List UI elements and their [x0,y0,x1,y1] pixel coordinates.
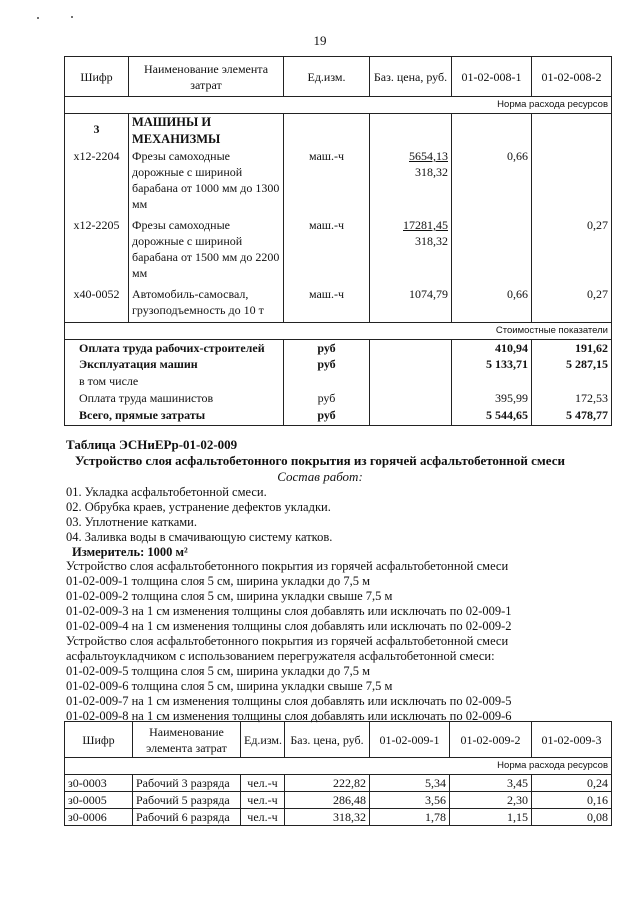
text-line: 01-02-009-4 на 1 см изменения толщины слоя добавлять или исключать по 02-009-2 [66,619,512,633]
header-name: Наименование элемента затрат [133,722,241,758]
table-row [65,775,612,792]
cost-name: Оплата труда машинистов [65,390,284,407]
section-number: 3 [65,114,129,149]
table-row [65,286,612,322]
row-code: х12-2204 [65,148,129,217]
works-label: Состав работ: [277,469,363,484]
table-header-row [65,722,612,758]
norm-label: Норма расхода ресурсов [65,758,612,775]
header-col-3: 01-02-009-3 [532,722,612,758]
row-unit: чел.-ч [241,809,285,826]
cost-unit: руб [284,356,370,373]
row-price-bottom: 318,32 [415,165,448,179]
header-col-2: 01-02-009-2 [450,722,532,758]
text-line: 01-02-009-7 на 1 см изменения толщины слоя добавлять или исключать по 02-009-5 [66,694,512,708]
cost-label: Стоимостные показатели [65,322,612,339]
row-price: 286,48 [285,792,370,809]
row-price: 1074,79 [370,286,452,322]
header-col-1: 01-02-009-1 [370,722,450,758]
section-title: Устройство слоя асфальтобетонного покрытия из горячей асфальтобетонной смеси [75,453,565,468]
section-row [65,114,612,149]
row-name: Фрезы самоходные дорожные с шириной барабана от 1000 мм до 1300 мм [129,148,284,217]
text-line: 01-02-009-2 толщина слоя 5 см, ширина укладки свыше 7,5 м [66,589,393,603]
table-id-heading: Таблица ЭСНиЕРр-01-02-009 [66,437,238,452]
text-line: 01-02-009-6 толщина слоя 5 см, ширина укладки свыше 7,5 м [66,679,393,693]
table-row [65,217,612,286]
row-price-bottom: 318,32 [415,234,448,248]
norm-label-row [65,97,612,114]
text-line: Устройство слоя асфальтобетонного покрытия из горячей асфальтобетонной смеси [66,634,509,648]
cost-name: Оплата труда рабочих-строителей [65,339,284,356]
work-item: 04. Заливка воды в смачивающую систему катков. [66,530,333,544]
row-name: Рабочий 6 разряда [133,809,241,826]
norm-label: Норма расхода ресурсов [65,97,612,114]
cost-value-1: 5 133,71 [452,356,532,373]
cost-value-1: 5 544,65 [452,407,532,425]
page-number: 19 [313,33,327,48]
cost-value-2: 172,53 [532,390,612,407]
section-title: МАШИНЫ И МЕХАНИЗМЫ [129,114,284,149]
text-line: 01-02-009-1 толщина слоя 5 см, ширина укладки до 7,5 м [66,574,371,588]
row-value-2 [532,148,612,217]
row-value-1: 0,66 [452,286,532,322]
cost-name: Эксплуатация машин [65,356,284,373]
work-item: 01. Укладка асфальтобетонной смеси. [66,485,267,499]
cost-row [65,356,612,373]
text-line: 01-02-009-3 на 1 см изменения толщины слоя добавлять или исключать по 02-009-1 [66,604,512,618]
header-unit: Ед.изм. [241,722,285,758]
header-col-2: 01-02-008-2 [532,57,612,97]
cost-row [65,390,612,407]
cost-name: в том числе [65,373,284,390]
table-row [65,809,612,826]
row-unit: маш.-ч [284,148,370,217]
row-name: Рабочий 5 разряда [133,792,241,809]
cost-unit: руб [284,339,370,356]
cost-row [65,407,612,425]
cost-unit: руб [284,390,370,407]
cost-name: Всего, прямые затраты [65,407,284,425]
work-item: 03. Уплотнение катками. [66,515,197,529]
row-unit: чел.-ч [241,792,285,809]
header-name: Наименование элемента затрат [129,57,284,97]
cost-value-2: 5 478,77 [532,407,612,425]
row-code: з0-0006 [65,809,133,826]
row-value-2: 2,30 [450,792,532,809]
resource-table-009 [64,721,612,826]
text-line: 01-02-009-5 толщина слоя 5 см, ширина укладки до 7,5 м [66,664,371,678]
row-name: Фрезы самоходные дорожные с шириной барабана от 1500 мм до 2200 мм [129,217,284,286]
norm-label-row [65,758,612,775]
table-row [65,148,612,217]
table-header-row [65,57,612,97]
measure-unit: Измеритель: 1000 м² [72,545,188,559]
text-line: Устройство слоя асфальтобетонного покрытия из горячей асфальтобетонной смеси [66,559,509,573]
header-unit: Ед.изм. [284,57,370,97]
row-value-2: 1,15 [450,809,532,826]
text-line: 01-02-009-8 на 1 см изменения толщины слоя добавлять или исключать по 02-009-6 [66,709,512,723]
work-item: 02. Обрубка краев, устранение дефектов укладки. [66,500,331,514]
row-price-top: 17281,45 [403,218,448,232]
row-code: з0-0003 [65,775,133,792]
row-value-3: 0,24 [532,775,612,792]
cost-value-2: 5 287,15 [532,356,612,373]
row-price-top: 5654,13 [409,149,448,163]
row-value-1: 0,66 [452,148,532,217]
row-value-3: 0,16 [532,792,612,809]
cost-value-1: 410,94 [452,339,532,356]
row-value-2: 0,27 [532,217,612,286]
header-price: Баз. цена, руб. [370,57,452,97]
row-code: х12-2205 [65,217,129,286]
row-price: 222,82 [285,775,370,792]
cost-row [65,339,612,356]
header-price: Баз. цена, руб. [285,722,370,758]
cost-value-2: 191,62 [532,339,612,356]
row-value-1: 1,78 [370,809,450,826]
header-code: Шифр [65,722,133,758]
cost-label-row [65,322,612,339]
row-name: Автомобиль-самосвал, грузоподъемность до 10 т [129,286,284,322]
row-unit: маш.-ч [284,286,370,322]
cost-unit: руб [284,407,370,425]
cost-row [65,373,612,390]
row-unit: маш.-ч [284,217,370,286]
header-code: Шифр [65,57,129,97]
row-value-2: 3,45 [450,775,532,792]
header-col-1: 01-02-008-1 [452,57,532,97]
row-name: Рабочий 3 разряда [133,775,241,792]
row-price: 318,32 [285,809,370,826]
row-code: х40-0052 [65,286,129,322]
resource-table-008 [64,56,612,426]
row-value-3: 0,08 [532,809,612,826]
row-unit: чел.-ч [241,775,285,792]
row-value-1 [452,217,532,286]
row-value-2: 0,27 [532,286,612,322]
cost-value-1: 395,99 [452,390,532,407]
table-row [65,792,612,809]
row-value-1: 3,56 [370,792,450,809]
row-code: з0-0005 [65,792,133,809]
text-line: асфальтоукладчиком с использованием перегружателя асфальтобетонной смеси: [66,649,495,663]
row-value-1: 5,34 [370,775,450,792]
